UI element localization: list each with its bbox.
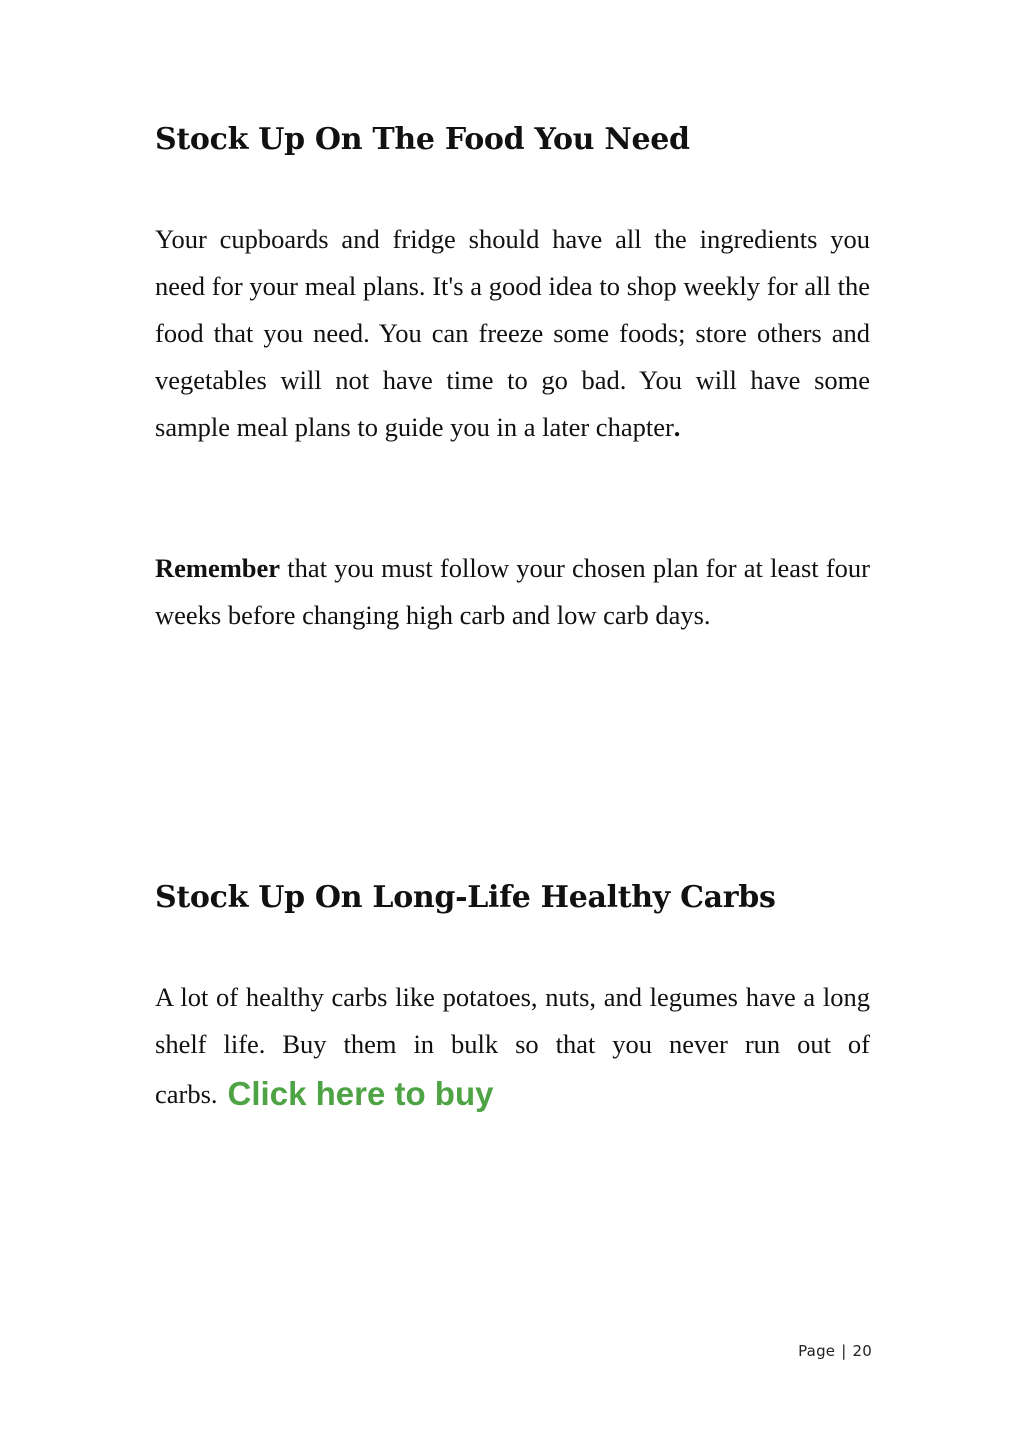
paragraph-cupboards-end-mark: . bbox=[673, 412, 681, 442]
paragraph-healthy-carbs-text: A lot of healthy carbs like potatoes, nuts, and legumes have a long shelf life. Buy them in bulk so that you never run out of carbs. bbox=[155, 982, 870, 1109]
page-number-footer bbox=[798, 1342, 872, 1360]
section-heading-carbs: Stock Up On Long-Life Healthy Carbs bbox=[155, 880, 776, 915]
section-stock-up-food bbox=[155, 120, 870, 160]
paragraph-cupboards-text: Your cupboards and fridge should have all the ingredients you need for your meal plans. It's a good idea to shop weekly for all the food that you need. You can freeze some foods; store others and vegetables will not have time to go bad. You will have some sample meal plans to guide you in a later chapter bbox=[155, 224, 870, 442]
paragraph-cupboards bbox=[155, 216, 870, 451]
click-here-to-buy-link[interactable]: Click here to buy bbox=[227, 1075, 494, 1112]
paragraph-healthy-carbs bbox=[155, 974, 870, 1118]
page-separator: | bbox=[841, 1342, 847, 1360]
page-number: 20 bbox=[852, 1342, 872, 1360]
paragraph-remember bbox=[155, 545, 870, 639]
remember-lead-word: Remember bbox=[155, 553, 281, 583]
section-heading-food: Stock Up On The Food You Need bbox=[155, 122, 690, 157]
section-stock-up-carbs bbox=[155, 878, 870, 918]
paragraph-remember-text: that you must follow your chosen plan for at least four weeks before changing high carb and low carb days. bbox=[155, 553, 870, 630]
page-label: Page bbox=[798, 1342, 836, 1360]
